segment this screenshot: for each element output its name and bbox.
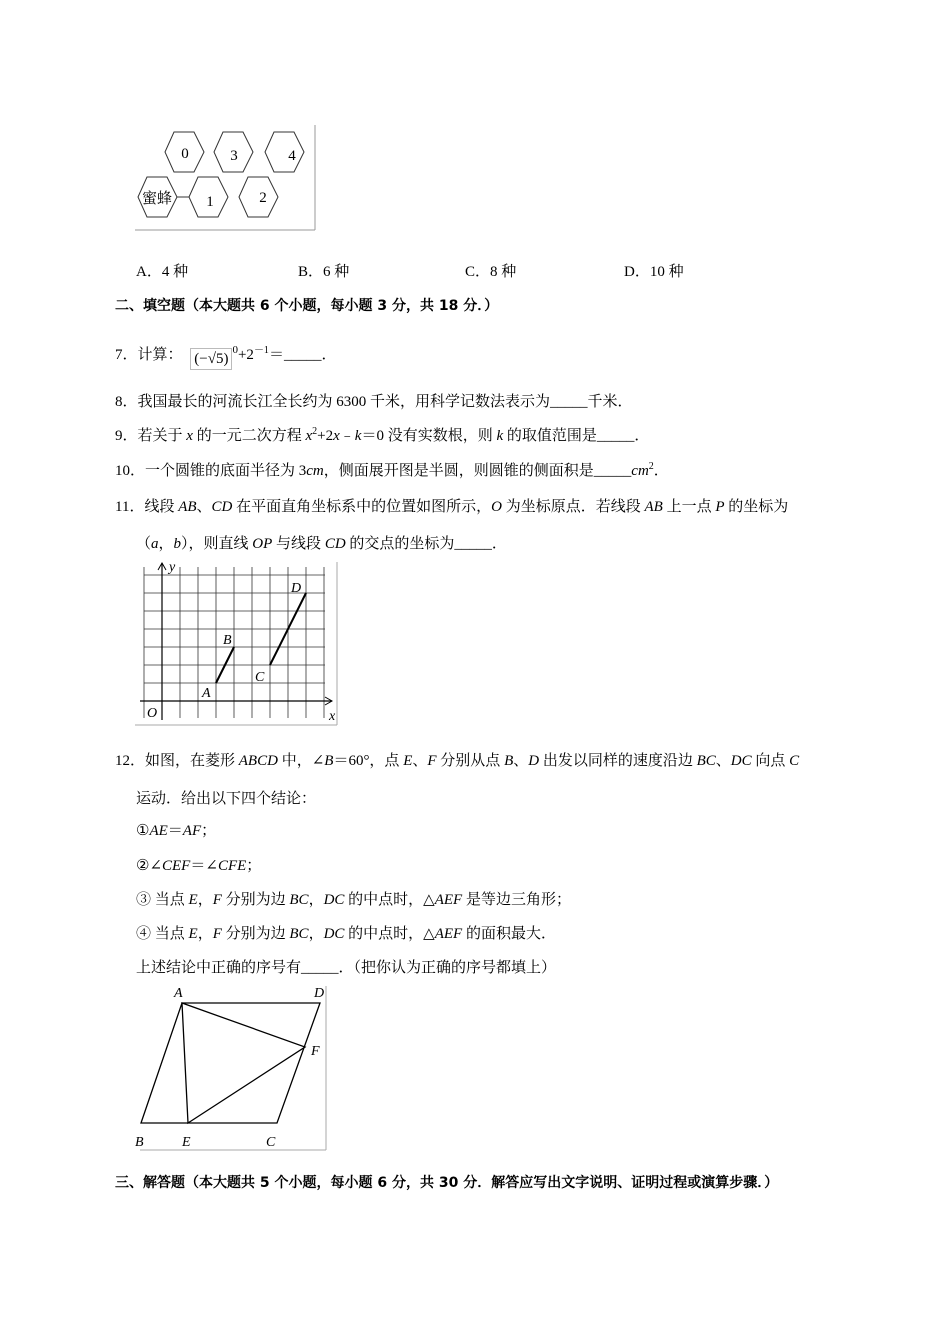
rhombus-label-d: D	[314, 986, 325, 1001]
honeycomb-cell-0: 0	[181, 146, 189, 162]
question-12-line1: 12．如图，在菱形 ABCD 中，∠B＝60°，点 E、F 分别从点 B、D 出发以同样的速度沿边 BC、DC 向点 C	[115, 753, 800, 769]
rhombus-label-b: B	[135, 1135, 144, 1150]
section3-title: 三、解答题（本大题共 5 个小题，每小题 6 分，共 30 分．解答应写出文字说明、证明过程或演算步骤．）	[115, 1175, 779, 1191]
grid-origin-label: O	[147, 706, 158, 721]
question-11-line1: 11．线段 AB、CD 在平面直角坐标系中的位置如图所示，O 为坐标原点．若线段 AB 上一点 P 的坐标为	[115, 499, 789, 515]
honeycomb-figure	[130, 120, 320, 235]
question-9: 9．若关于 x 的一元二次方程 $x^2+2x﹣k=0$ 没有实数根，则 k 的取值范围是_____．	[115, 426, 650, 444]
honeycomb-cell-1: 1	[206, 194, 214, 210]
section2-title: 二、填空题（本大题共 6 个小题，每小题 3 分，共 18 分．）	[115, 298, 499, 314]
q7-expression: (−√5)	[190, 348, 232, 370]
question-7: 7．计算： $(-√5)^0+2^{-1}=\_\_\_\_\_$．	[115, 341, 336, 366]
rhombus-figure	[130, 983, 330, 1153]
rhombus-label-e: E	[182, 1135, 191, 1150]
grid-point-d: D	[291, 581, 302, 596]
grid-point-b: B	[223, 633, 232, 648]
grid-y-label: y	[169, 560, 176, 575]
question-10: 10．一个圆锥的底面半径为 3cm，侧面展开图是半圆，则圆锥的侧面积是$\_\_\_\_\_cm^2$．	[115, 461, 669, 479]
grid-point-a: A	[202, 686, 211, 701]
question-11-line2: （a，b），则直线 OP 与线段 CD 的交点的坐标为_____．	[136, 536, 507, 552]
honeycomb-cell-2: 2	[259, 190, 267, 206]
coordinate-grid-figure	[135, 560, 340, 727]
rhombus-label-c: C	[266, 1135, 276, 1150]
grid-x-label: x	[329, 709, 336, 724]
q6-option-a: A．4 种	[136, 264, 189, 280]
honeycomb-label: 蜜蜂	[141, 191, 173, 207]
question-8: 8．我国最长的河流长江全长约为 6300 千米，用科学记数法表示为_____千米．	[115, 394, 633, 410]
rhombus-label-a: A	[174, 986, 183, 1001]
conclusion-2: ②∠CEF＝∠CFE；	[136, 858, 262, 874]
honeycomb-cell-4: 4	[288, 148, 296, 164]
conclusion-4: ④ 当点 E，F 分别为边 BC，DC 的中点时，△AEF 的面积最大．	[136, 926, 556, 942]
rhombus-label-f: F	[311, 1044, 320, 1059]
q6-option-d: D．10 种	[624, 264, 684, 280]
grid-point-c: C	[255, 670, 265, 685]
conclusion-1: ①AE＝AF；	[136, 823, 217, 839]
conclusion-3: ③ 当点 E，F 分别为边 BC，DC 的中点时，△AEF 是等边三角形；	[136, 892, 571, 908]
question-12-line2: 运动．给出以下四个结论：	[136, 791, 317, 807]
q6-option-c: C．8 种	[465, 264, 517, 280]
q6-option-b: B．6 种	[298, 264, 350, 280]
honeycomb-cell-3: 3	[230, 148, 238, 164]
question-12-summary: 上述结论中正确的序号有_____．（把你认为正确的序号都填上）	[136, 960, 557, 976]
